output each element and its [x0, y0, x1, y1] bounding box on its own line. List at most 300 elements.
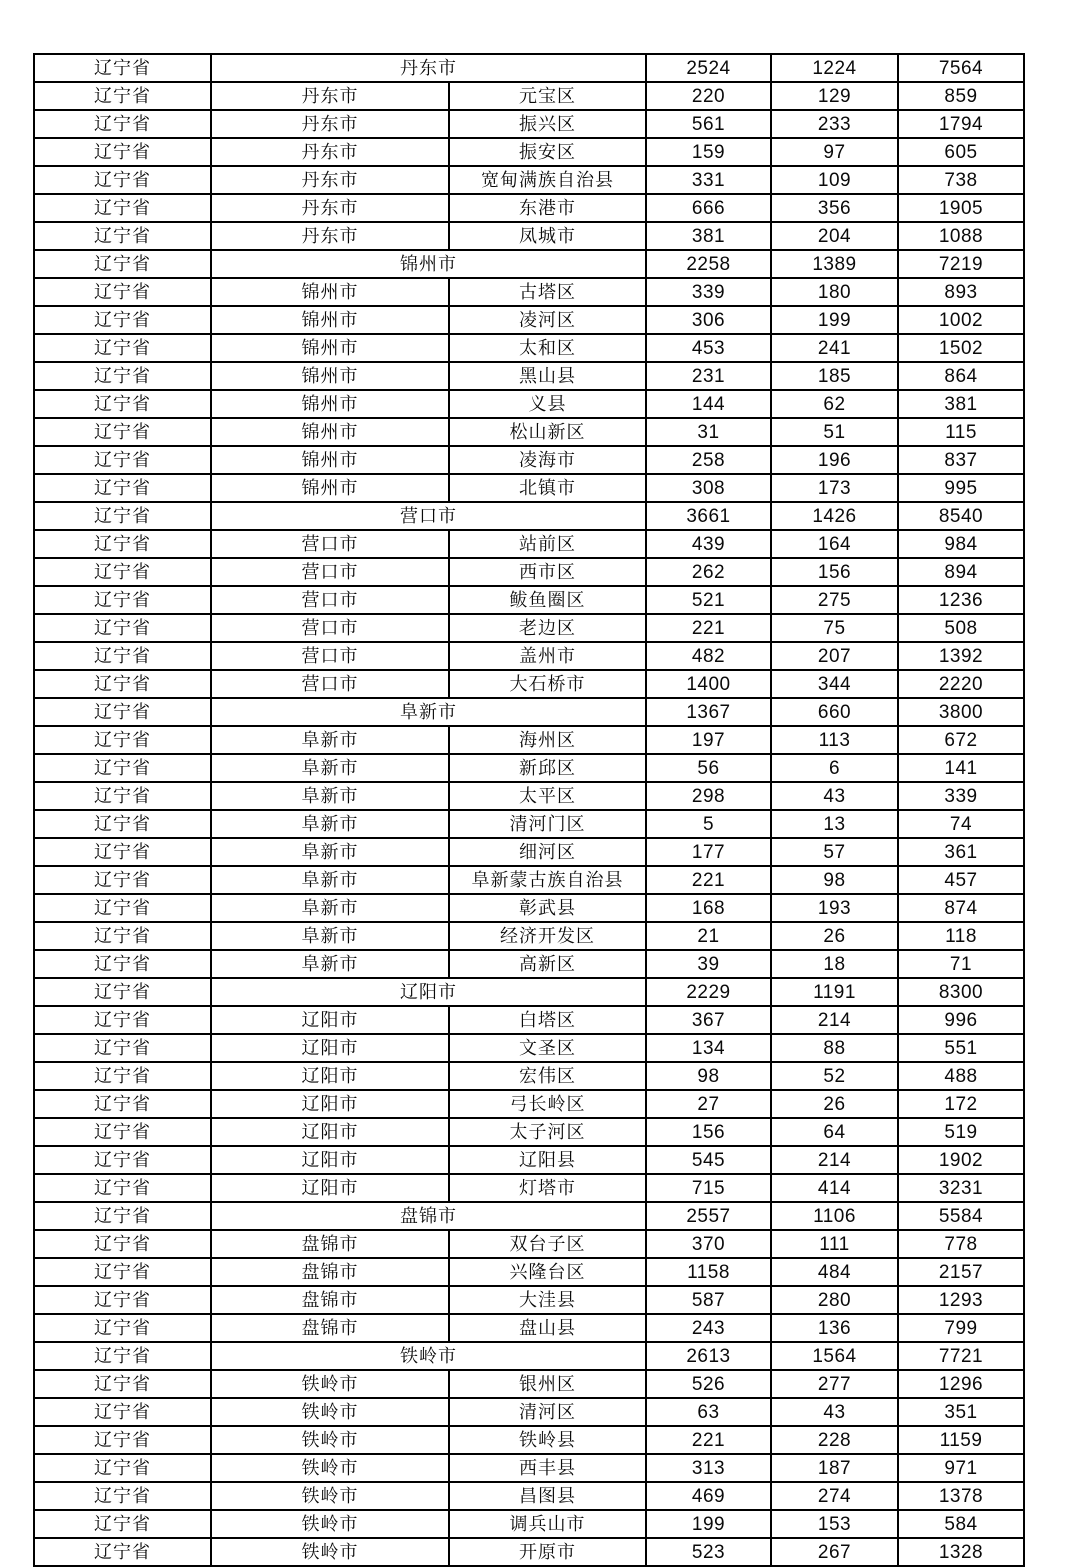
table-row	[34, 978, 1024, 1006]
district-cell: 鲅鱼圈区	[449, 586, 646, 614]
value-cell-2: 1106	[771, 1202, 898, 1230]
value-cell-2: 173	[771, 474, 898, 502]
province-cell: 辽宁省	[34, 502, 211, 530]
value-cell-1: 144	[646, 390, 771, 418]
value-cell-1: 1158	[646, 1258, 771, 1286]
city-cell: 丹东市	[211, 194, 449, 222]
value-cell-1: 177	[646, 838, 771, 866]
table-row	[34, 502, 1024, 530]
value-cell-2: 75	[771, 614, 898, 642]
province-cell: 辽宁省	[34, 1034, 211, 1062]
table-row	[34, 894, 1024, 922]
value-cell-1: 306	[646, 306, 771, 334]
value-cell-1: 168	[646, 894, 771, 922]
value-cell-2: 414	[771, 1174, 898, 1202]
province-cell: 辽宁省	[34, 390, 211, 418]
province-cell: 辽宁省	[34, 894, 211, 922]
city-cell: 阜新市	[211, 894, 449, 922]
table-row	[34, 390, 1024, 418]
province-cell: 辽宁省	[34, 1314, 211, 1342]
province-cell: 辽宁省	[34, 1342, 211, 1370]
district-cell: 铁岭县	[449, 1426, 646, 1454]
district-cell: 凌河区	[449, 306, 646, 334]
province-cell: 辽宁省	[34, 222, 211, 250]
district-cell: 太子河区	[449, 1118, 646, 1146]
value-cell-1: 587	[646, 1286, 771, 1314]
value-cell-1: 199	[646, 1510, 771, 1538]
value-cell-3: 1159	[898, 1426, 1024, 1454]
city-cell: 锦州市	[211, 446, 449, 474]
value-cell-2: 6	[771, 754, 898, 782]
value-cell-3: 1378	[898, 1482, 1024, 1510]
value-cell-2: 185	[771, 362, 898, 390]
city-cell: 辽阳市	[211, 1090, 449, 1118]
value-cell-2: 280	[771, 1286, 898, 1314]
table-row	[34, 1034, 1024, 1062]
value-cell-3: 995	[898, 474, 1024, 502]
value-cell-3: 1502	[898, 334, 1024, 362]
table-row	[34, 278, 1024, 306]
value-cell-3: 551	[898, 1034, 1024, 1062]
city-cell: 铁岭市	[211, 1510, 449, 1538]
table-row	[34, 950, 1024, 978]
province-cell: 辽宁省	[34, 1454, 211, 1482]
value-cell-2: 214	[771, 1146, 898, 1174]
value-cell-2: 111	[771, 1230, 898, 1258]
district-cell: 新邱区	[449, 754, 646, 782]
value-cell-3: 1088	[898, 222, 1024, 250]
table-row	[34, 54, 1024, 82]
table-row	[34, 1538, 1024, 1566]
city-cell: 锦州市	[211, 306, 449, 334]
district-cell: 凌海市	[449, 446, 646, 474]
province-cell: 辽宁省	[34, 1370, 211, 1398]
district-cell: 大石桥市	[449, 670, 646, 698]
city-cell: 辽阳市	[211, 1146, 449, 1174]
value-cell-1: 21	[646, 922, 771, 950]
value-cell-3: 738	[898, 166, 1024, 194]
city-cell: 丹东市	[211, 82, 449, 110]
value-cell-1: 2524	[646, 54, 771, 82]
value-cell-3: 1794	[898, 110, 1024, 138]
district-cell: 灯塔市	[449, 1174, 646, 1202]
province-cell: 辽宁省	[34, 474, 211, 502]
city-cell: 阜新市	[211, 922, 449, 950]
district-cell: 东港市	[449, 194, 646, 222]
province-cell: 辽宁省	[34, 306, 211, 334]
city-cell: 铁岭市	[211, 1538, 449, 1566]
table-row	[34, 866, 1024, 894]
value-cell-3: 361	[898, 838, 1024, 866]
city-cell: 丹东市	[211, 222, 449, 250]
value-cell-3: 1328	[898, 1538, 1024, 1566]
value-cell-1: 2229	[646, 978, 771, 1006]
value-cell-1: 439	[646, 530, 771, 558]
value-cell-2: 275	[771, 586, 898, 614]
value-cell-2: 136	[771, 1314, 898, 1342]
value-cell-3: 2220	[898, 670, 1024, 698]
district-cell: 太平区	[449, 782, 646, 810]
city-cell: 锦州市	[211, 390, 449, 418]
district-cell: 辽阳县	[449, 1146, 646, 1174]
value-cell-1: 339	[646, 278, 771, 306]
province-city-district-stats-table	[33, 53, 1025, 1567]
value-cell-1: 3661	[646, 502, 771, 530]
city-cell: 铁岭市	[211, 1482, 449, 1510]
district-cell: 彰武县	[449, 894, 646, 922]
value-cell-3: 984	[898, 530, 1024, 558]
district-cell: 盖州市	[449, 642, 646, 670]
city-cell: 铁岭市	[211, 1370, 449, 1398]
table-row	[34, 194, 1024, 222]
table-row	[34, 166, 1024, 194]
value-cell-3: 7721	[898, 1342, 1024, 1370]
city-cell: 盘锦市	[211, 1258, 449, 1286]
value-cell-3: 894	[898, 558, 1024, 586]
city-cell: 辽阳市	[211, 1006, 449, 1034]
city-cell: 阜新市	[211, 838, 449, 866]
value-cell-2: 164	[771, 530, 898, 558]
district-cell: 义县	[449, 390, 646, 418]
value-cell-1: 482	[646, 642, 771, 670]
table-row	[34, 446, 1024, 474]
province-cell: 辽宁省	[34, 558, 211, 586]
district-cell: 经济开发区	[449, 922, 646, 950]
value-cell-2: 187	[771, 1454, 898, 1482]
city-cell: 辽阳市	[211, 1034, 449, 1062]
value-cell-2: 97	[771, 138, 898, 166]
value-cell-2: 26	[771, 922, 898, 950]
table-row	[34, 838, 1024, 866]
value-cell-1: 221	[646, 1426, 771, 1454]
table-row	[34, 250, 1024, 278]
value-cell-3: 5584	[898, 1202, 1024, 1230]
value-cell-2: 57	[771, 838, 898, 866]
value-cell-2: 26	[771, 1090, 898, 1118]
district-cell: 兴隆台区	[449, 1258, 646, 1286]
district-cell: 细河区	[449, 838, 646, 866]
table-row	[34, 1510, 1024, 1538]
province-cell: 辽宁省	[34, 530, 211, 558]
city-summary-cell: 辽阳市	[211, 978, 646, 1006]
value-cell-3: 1905	[898, 194, 1024, 222]
value-cell-1: 666	[646, 194, 771, 222]
district-cell: 银州区	[449, 1370, 646, 1398]
city-cell: 阜新市	[211, 726, 449, 754]
value-cell-1: 27	[646, 1090, 771, 1118]
value-cell-1: 5	[646, 810, 771, 838]
value-cell-3: 74	[898, 810, 1024, 838]
value-cell-2: 356	[771, 194, 898, 222]
value-cell-3: 971	[898, 1454, 1024, 1482]
province-cell: 辽宁省	[34, 1482, 211, 1510]
value-cell-2: 180	[771, 278, 898, 306]
value-cell-1: 1367	[646, 698, 771, 726]
province-cell: 辽宁省	[34, 614, 211, 642]
value-cell-1: 221	[646, 614, 771, 642]
value-cell-2: 1389	[771, 250, 898, 278]
district-cell: 太和区	[449, 334, 646, 362]
district-cell: 振兴区	[449, 110, 646, 138]
city-cell: 阜新市	[211, 782, 449, 810]
table-row	[34, 810, 1024, 838]
value-cell-3: 339	[898, 782, 1024, 810]
value-cell-3: 1392	[898, 642, 1024, 670]
value-cell-3: 519	[898, 1118, 1024, 1146]
province-cell: 辽宁省	[34, 754, 211, 782]
value-cell-3: 1002	[898, 306, 1024, 334]
province-cell: 辽宁省	[34, 1230, 211, 1258]
value-cell-1: 367	[646, 1006, 771, 1034]
district-cell: 高新区	[449, 950, 646, 978]
district-cell: 昌图县	[449, 1482, 646, 1510]
district-cell: 宽甸满族自治县	[449, 166, 646, 194]
value-cell-2: 113	[771, 726, 898, 754]
value-cell-2: 1426	[771, 502, 898, 530]
value-cell-1: 220	[646, 82, 771, 110]
value-cell-1: 2258	[646, 250, 771, 278]
province-cell: 辽宁省	[34, 1090, 211, 1118]
value-cell-3: 2157	[898, 1258, 1024, 1286]
value-cell-2: 156	[771, 558, 898, 586]
district-cell: 清河区	[449, 1398, 646, 1426]
value-cell-2: 196	[771, 446, 898, 474]
value-cell-1: 298	[646, 782, 771, 810]
value-cell-2: 214	[771, 1006, 898, 1034]
table-row	[34, 614, 1024, 642]
city-cell: 铁岭市	[211, 1454, 449, 1482]
value-cell-2: 228	[771, 1426, 898, 1454]
province-cell: 辽宁省	[34, 1062, 211, 1090]
value-cell-2: 62	[771, 390, 898, 418]
district-cell: 元宝区	[449, 82, 646, 110]
value-cell-3: 7219	[898, 250, 1024, 278]
province-cell: 辽宁省	[34, 1146, 211, 1174]
value-cell-2: 98	[771, 866, 898, 894]
value-cell-2: 204	[771, 222, 898, 250]
value-cell-3: 874	[898, 894, 1024, 922]
value-cell-3: 893	[898, 278, 1024, 306]
city-cell: 辽阳市	[211, 1062, 449, 1090]
value-cell-3: 71	[898, 950, 1024, 978]
city-summary-cell: 锦州市	[211, 250, 646, 278]
province-cell: 辽宁省	[34, 726, 211, 754]
table-row	[34, 782, 1024, 810]
value-cell-3: 8300	[898, 978, 1024, 1006]
province-cell: 辽宁省	[34, 1286, 211, 1314]
table-row	[34, 418, 1024, 446]
province-cell: 辽宁省	[34, 1538, 211, 1566]
province-cell: 辽宁省	[34, 1006, 211, 1034]
value-cell-3: 508	[898, 614, 1024, 642]
city-cell: 丹东市	[211, 166, 449, 194]
city-summary-cell: 阜新市	[211, 698, 646, 726]
table-row	[34, 110, 1024, 138]
province-cell: 辽宁省	[34, 82, 211, 110]
province-cell: 辽宁省	[34, 446, 211, 474]
table-body	[34, 54, 1024, 1566]
city-cell: 阜新市	[211, 866, 449, 894]
value-cell-2: 52	[771, 1062, 898, 1090]
value-cell-3: 1296	[898, 1370, 1024, 1398]
table-row	[34, 922, 1024, 950]
province-cell: 辽宁省	[34, 418, 211, 446]
province-cell: 辽宁省	[34, 1118, 211, 1146]
value-cell-2: 13	[771, 810, 898, 838]
city-cell: 盘锦市	[211, 1286, 449, 1314]
district-cell: 北镇市	[449, 474, 646, 502]
value-cell-2: 51	[771, 418, 898, 446]
value-cell-3: 8540	[898, 502, 1024, 530]
city-cell: 阜新市	[211, 950, 449, 978]
province-cell: 辽宁省	[34, 922, 211, 950]
value-cell-2: 274	[771, 1482, 898, 1510]
value-cell-3: 488	[898, 1062, 1024, 1090]
value-cell-1: 523	[646, 1538, 771, 1566]
table-row	[34, 138, 1024, 166]
value-cell-1: 98	[646, 1062, 771, 1090]
province-cell: 辽宁省	[34, 110, 211, 138]
value-cell-3: 584	[898, 1510, 1024, 1538]
table-row	[34, 670, 1024, 698]
district-cell: 凤城市	[449, 222, 646, 250]
province-cell: 辽宁省	[34, 334, 211, 362]
value-cell-1: 370	[646, 1230, 771, 1258]
city-cell: 营口市	[211, 642, 449, 670]
table-row	[34, 306, 1024, 334]
district-cell: 弓长岭区	[449, 1090, 646, 1118]
city-cell: 铁岭市	[211, 1426, 449, 1454]
city-cell: 辽阳市	[211, 1118, 449, 1146]
city-cell: 营口市	[211, 530, 449, 558]
city-cell: 丹东市	[211, 138, 449, 166]
value-cell-1: 308	[646, 474, 771, 502]
table-row	[34, 1426, 1024, 1454]
province-cell: 辽宁省	[34, 698, 211, 726]
city-cell: 营口市	[211, 614, 449, 642]
value-cell-2: 43	[771, 1398, 898, 1426]
value-cell-2: 1191	[771, 978, 898, 1006]
table-row	[34, 1174, 1024, 1202]
value-cell-2: 18	[771, 950, 898, 978]
province-cell: 辽宁省	[34, 782, 211, 810]
district-cell: 开原市	[449, 1538, 646, 1566]
value-cell-1: 2613	[646, 1342, 771, 1370]
value-cell-2: 129	[771, 82, 898, 110]
value-cell-1: 313	[646, 1454, 771, 1482]
value-cell-1: 197	[646, 726, 771, 754]
value-cell-2: 267	[771, 1538, 898, 1566]
province-cell: 辽宁省	[34, 278, 211, 306]
value-cell-3: 7564	[898, 54, 1024, 82]
province-cell: 辽宁省	[34, 194, 211, 222]
table-row	[34, 82, 1024, 110]
province-cell: 辽宁省	[34, 166, 211, 194]
table-row	[34, 558, 1024, 586]
value-cell-3: 837	[898, 446, 1024, 474]
table-row	[34, 1090, 1024, 1118]
city-cell: 锦州市	[211, 418, 449, 446]
province-cell: 辽宁省	[34, 950, 211, 978]
district-cell: 振安区	[449, 138, 646, 166]
province-cell: 辽宁省	[34, 978, 211, 1006]
district-cell: 站前区	[449, 530, 646, 558]
value-cell-1: 221	[646, 866, 771, 894]
value-cell-1: 561	[646, 110, 771, 138]
province-cell: 辽宁省	[34, 1398, 211, 1426]
city-summary-cell: 铁岭市	[211, 1342, 646, 1370]
city-cell: 锦州市	[211, 474, 449, 502]
district-cell: 西市区	[449, 558, 646, 586]
table-row	[34, 222, 1024, 250]
table-row	[34, 1006, 1024, 1034]
province-cell: 辽宁省	[34, 1202, 211, 1230]
value-cell-3: 1902	[898, 1146, 1024, 1174]
district-cell: 大洼县	[449, 1286, 646, 1314]
value-cell-3: 778	[898, 1230, 1024, 1258]
value-cell-1: 63	[646, 1398, 771, 1426]
value-cell-1: 2557	[646, 1202, 771, 1230]
table-row	[34, 726, 1024, 754]
city-cell: 营口市	[211, 670, 449, 698]
value-cell-3: 799	[898, 1314, 1024, 1342]
value-cell-3: 864	[898, 362, 1024, 390]
table-row	[34, 1370, 1024, 1398]
table-row	[34, 586, 1024, 614]
province-cell: 辽宁省	[34, 138, 211, 166]
province-cell: 辽宁省	[34, 1426, 211, 1454]
value-cell-2: 1224	[771, 54, 898, 82]
value-cell-3: 115	[898, 418, 1024, 446]
district-cell: 白塔区	[449, 1006, 646, 1034]
city-cell: 辽阳市	[211, 1174, 449, 1202]
city-cell: 盘锦市	[211, 1314, 449, 1342]
value-cell-1: 715	[646, 1174, 771, 1202]
table-row	[34, 1482, 1024, 1510]
table-row	[34, 1314, 1024, 1342]
district-cell: 古塔区	[449, 278, 646, 306]
value-cell-3: 3800	[898, 698, 1024, 726]
value-cell-2: 109	[771, 166, 898, 194]
value-cell-1: 453	[646, 334, 771, 362]
city-cell: 盘锦市	[211, 1230, 449, 1258]
table-row	[34, 334, 1024, 362]
value-cell-1: 526	[646, 1370, 771, 1398]
value-cell-1: 469	[646, 1482, 771, 1510]
value-cell-3: 457	[898, 866, 1024, 894]
value-cell-3: 1293	[898, 1286, 1024, 1314]
district-cell: 西丰县	[449, 1454, 646, 1482]
table-row	[34, 1398, 1024, 1426]
value-cell-1: 39	[646, 950, 771, 978]
table-row	[34, 362, 1024, 390]
value-cell-3: 3231	[898, 1174, 1024, 1202]
value-cell-1: 56	[646, 754, 771, 782]
value-cell-1: 331	[646, 166, 771, 194]
table-row	[34, 1202, 1024, 1230]
value-cell-2: 344	[771, 670, 898, 698]
value-cell-3: 172	[898, 1090, 1024, 1118]
table-row	[34, 530, 1024, 558]
value-cell-3: 1236	[898, 586, 1024, 614]
city-summary-cell: 丹东市	[211, 54, 646, 82]
value-cell-2: 193	[771, 894, 898, 922]
value-cell-1: 381	[646, 222, 771, 250]
table-row	[34, 1230, 1024, 1258]
value-cell-1: 231	[646, 362, 771, 390]
value-cell-3: 996	[898, 1006, 1024, 1034]
province-cell: 辽宁省	[34, 838, 211, 866]
